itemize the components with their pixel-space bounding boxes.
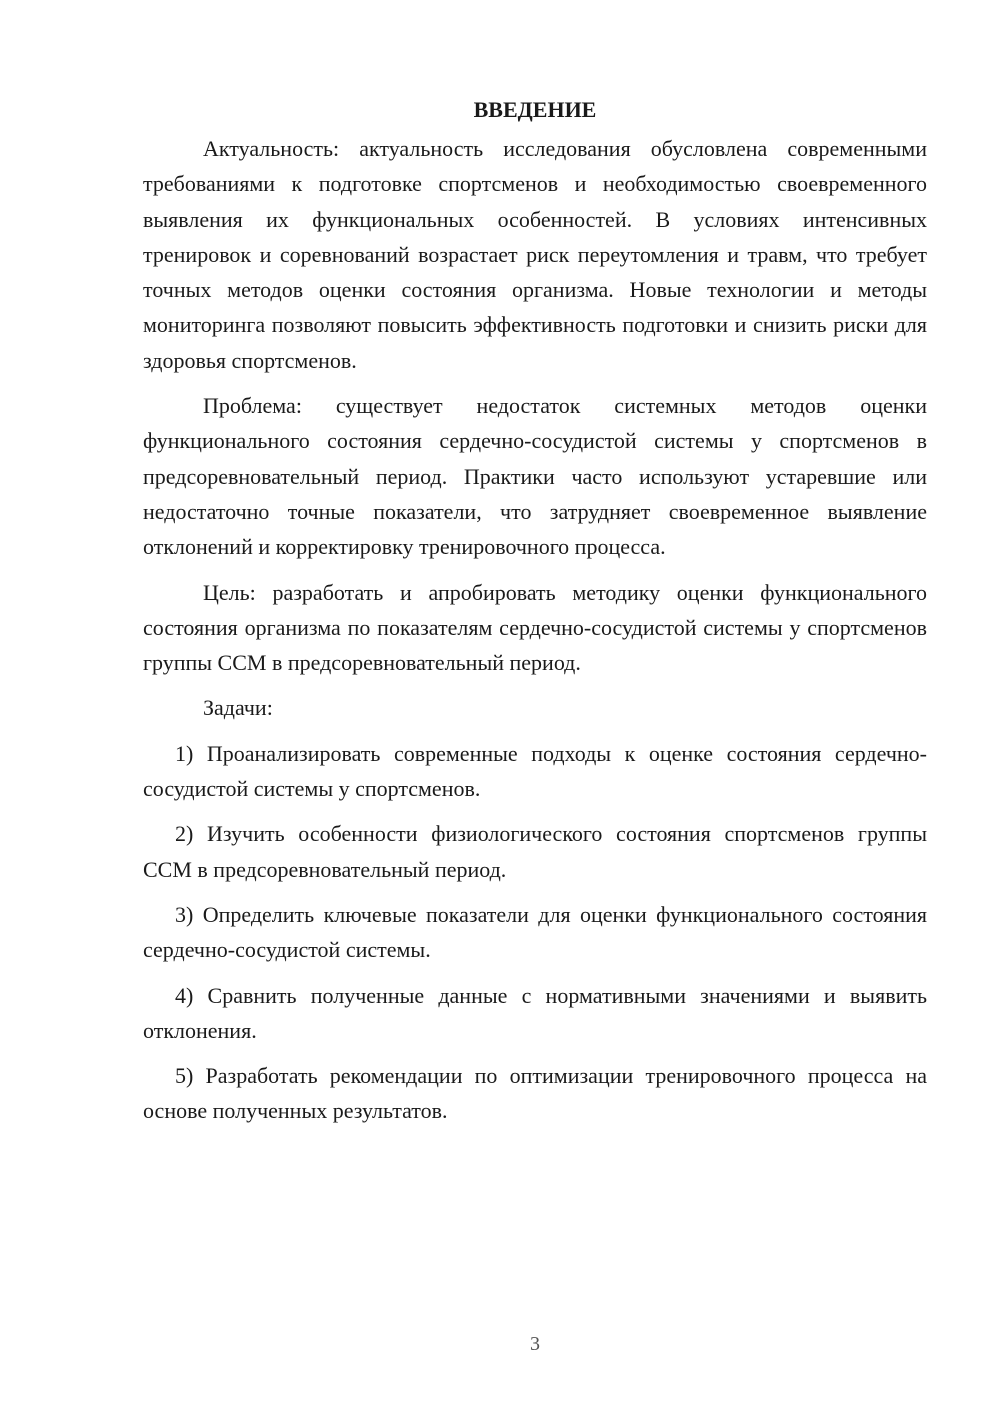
task-item-1: 1) Проанализировать современные подходы к оценке состояния сердечно-сосудистой системы у спортсменов. bbox=[143, 740, 927, 802]
paragraph-goal: Цель: разработать и апробировать методику оценки функционального состояния организма по показателям сердечно-сосудистой системы у спортсменов группы ССМ в предсоревновательный период. bbox=[143, 579, 927, 676]
task-item-3: 3) Определить ключевые показатели для оценки функционального состояния сердечно-сосудистой системы. bbox=[143, 901, 927, 963]
task-item-4: 4) Сравнить полученные данные с нормативными значениями и выявить отклонения. bbox=[143, 982, 927, 1043]
paragraph-problem: Проблема: существует недостаток системных методов оценки функционального состояния сердечно-сосудистой системы у спортсменов в предсоревновательный период. Практики часто используют устаревшие или недостаточно точные показатели, что затрудняет своевременное выявление отклонений и корректировку тренировочного процесса. bbox=[143, 393, 927, 560]
page-content bbox=[143, 92, 927, 1139]
task-item-5: 5) Разработать рекомендации по оптимизации тренировочного процесса на основе полученных результатов. bbox=[143, 1063, 927, 1124]
paragraph-relevance: Актуальность: актуальность исследования обусловлена современными требованиями к подготовке спортсменов и необходимостью своевременного выявления их функциональных особенностей. В условиях интенсивных тренировок и соревнований возрастает риск переутомления и травм, что требует точных методов оценки состояния организма. Новые технологии и методы мониторинга позволяют повысить эффективность подготовки и снизить риски для здоровья спортсменов. bbox=[143, 136, 927, 373]
page-number: 3 bbox=[530, 1333, 540, 1355]
page-title: ВВЕДЕНИЕ bbox=[473, 97, 597, 122]
tasks-label: Задачи: bbox=[203, 695, 273, 721]
task-item-2: 2) Изучить особенности физиологического состояния спортсменов группы ССМ в предсоревновательный период. bbox=[143, 821, 927, 882]
